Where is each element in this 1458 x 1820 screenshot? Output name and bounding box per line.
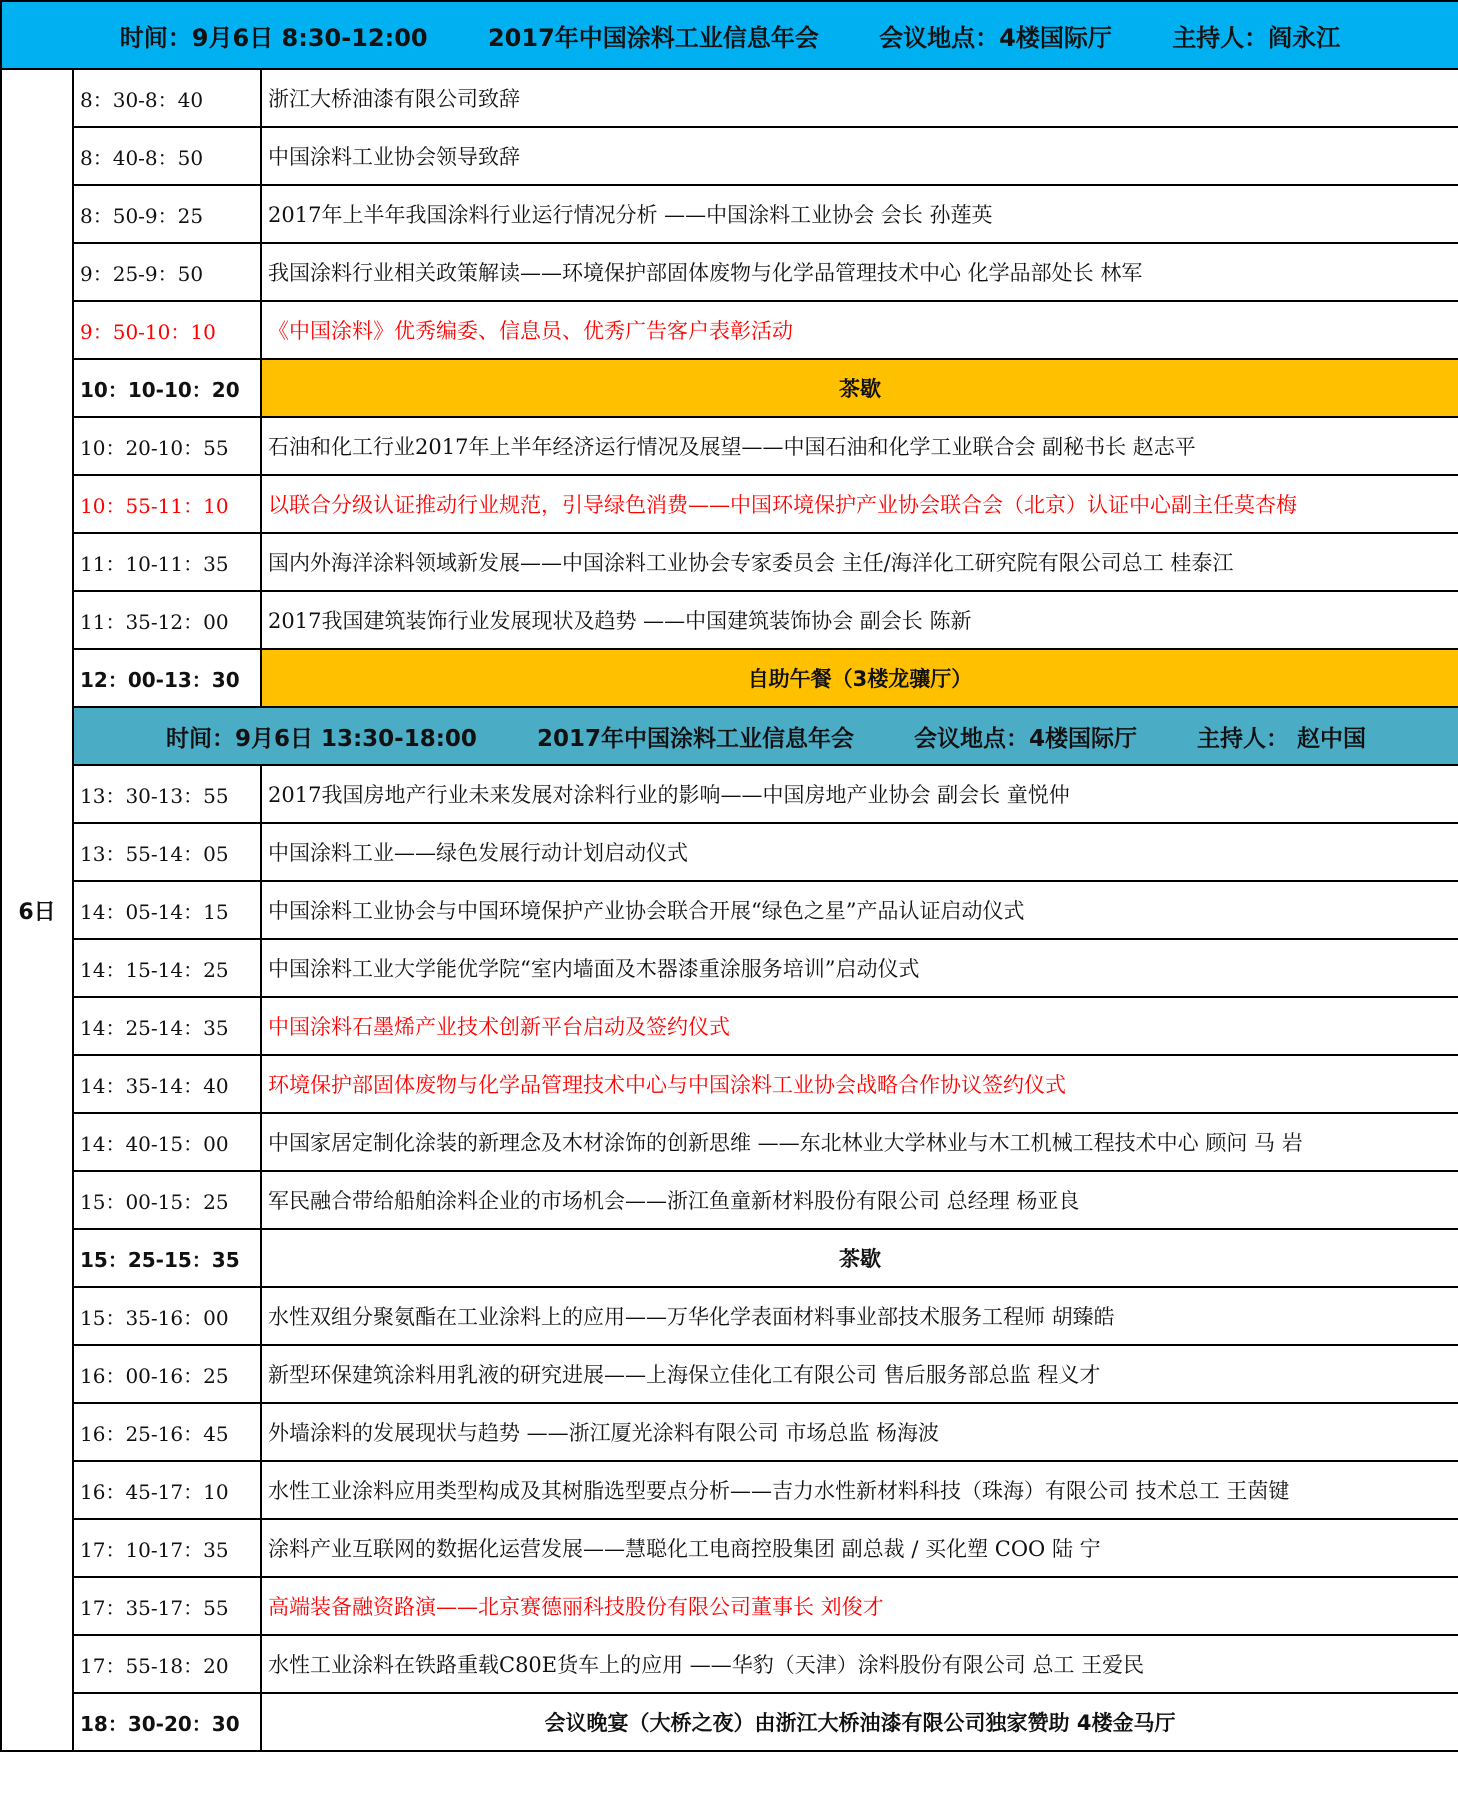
agenda-item: 石油和化工行业2017年上半年经济运行情况及展望——中国石油和化学工业联合会 副秘书长 赵志平 xyxy=(261,417,1458,475)
agenda-item: 2017我国建筑装饰行业发展现状及趋势 ——中国建筑装饰协会 副会长 陈新 xyxy=(261,591,1458,649)
lunch-label: 自助午餐（3楼龙骧厅） xyxy=(261,649,1458,707)
agenda-item: 2017年上半年我国涂料行业运行情况分析 ——中国涂料工业协会 会长 孙莲英 xyxy=(261,185,1458,243)
agenda-item: 中国涂料工业协会与中国环境保护产业协会联合开展“绿色之星”产品认证启动仪式 xyxy=(261,881,1458,939)
table-row xyxy=(1,1635,1458,1693)
agenda-item: 外墙涂料的发展现状与趋势 ——浙江厦光涂料有限公司 市场总监 杨海波 xyxy=(261,1403,1458,1461)
table-row xyxy=(1,417,1458,475)
header-am-time: 时间：9月6日 8:30-12:00 xyxy=(119,23,428,52)
table-row xyxy=(1,127,1458,185)
time-cell: 14：25-14：35 xyxy=(73,997,261,1055)
table-row xyxy=(1,591,1458,649)
agenda-item: 中国涂料工业——绿色发展行动计划启动仪式 xyxy=(261,823,1458,881)
table-row xyxy=(1,475,1458,533)
time-cell: 13：30-13：55 xyxy=(73,765,261,823)
table-row xyxy=(1,1519,1458,1577)
time-cell: 16：25-16：45 xyxy=(73,1403,261,1461)
time-cell: 15：00-15：25 xyxy=(73,1171,261,1229)
time-cell: 14：40-15：00 xyxy=(73,1113,261,1171)
agenda-item: 水性工业涂料应用类型构成及其树脂选型要点分析——吉力水性新材料科技（珠海）有限公司 技术总工 王茵键 xyxy=(261,1461,1458,1519)
time-cell: 17：35-17：55 xyxy=(73,1577,261,1635)
table-row xyxy=(1,533,1458,591)
agenda-item: 中国涂料工业协会领导致辞 xyxy=(261,127,1458,185)
table-row xyxy=(1,1055,1458,1113)
agenda-item: 中国涂料工业大学能优学院“室内墙面及木器漆重涂服务培训”启动仪式 xyxy=(261,939,1458,997)
agenda-item: 军民融合带给船舶涂料企业的市场机会——浙江鱼童新材料股份有限公司 总经理 杨亚良 xyxy=(261,1171,1458,1229)
time-cell: 14：05-14：15 xyxy=(73,881,261,939)
table-row xyxy=(1,1113,1458,1171)
time-cell: 16：00-16：25 xyxy=(73,1345,261,1403)
agenda-item: 以联合分级认证推动行业规范，引导绿色消费——中国环境保护产业协会联合会（北京）认证中心副主任莫杏梅 xyxy=(261,475,1458,533)
table-row xyxy=(1,997,1458,1055)
time-cell: 11：35-12：00 xyxy=(73,591,261,649)
agenda-item: 2017我国房地产行业未来发展对涂料行业的影响——中国房地产业协会 副会长 童悦仲 xyxy=(261,765,1458,823)
agenda-item: 中国家居定制化涂装的新理念及木材涂饰的创新思维 ——东北林业大学林业与木工机械工程技术中心 顾问 马 岩 xyxy=(261,1113,1458,1171)
time-cell: 8：30-8：40 xyxy=(73,69,261,127)
table-row xyxy=(1,823,1458,881)
session-header-am xyxy=(1,1,1458,69)
time-cell: 8：50-9：25 xyxy=(73,185,261,243)
dinner-label: 会议晚宴（大桥之夜）由浙江大桥油漆有限公司独家赞助 4楼金马厅 xyxy=(261,1693,1458,1751)
header-pm-time: 时间：9月6日 13:30-18:00 xyxy=(165,725,477,752)
header-pm-host: 主持人： 赵中国 xyxy=(1197,725,1367,752)
time-cell: 10：20-10：55 xyxy=(73,417,261,475)
time-cell: 14：35-14：40 xyxy=(73,1055,261,1113)
agenda-item: 水性工业涂料在铁路重载C80E货车上的应用 ——华豹（天津）涂料股份有限公司 总工 王爱民 xyxy=(261,1635,1458,1693)
header-row-pm xyxy=(1,707,1458,765)
header-am-title: 2017年中国涂料工业信息年会 xyxy=(487,23,819,52)
time-cell: 9：25-9：50 xyxy=(73,243,261,301)
agenda-item: 国内外海洋涂料领域新发展——中国涂料工业协会专家委员会 主任/海洋化工研究院有限公司总工 桂泰江 xyxy=(261,533,1458,591)
table-row xyxy=(1,1171,1458,1229)
agenda-item: 浙江大桥油漆有限公司致辞 xyxy=(261,69,1458,127)
time-cell: 8：40-8：50 xyxy=(73,127,261,185)
table-row xyxy=(1,185,1458,243)
table-row xyxy=(1,939,1458,997)
table-row xyxy=(1,1287,1458,1345)
header-pm-venue: 会议地点：4楼国际厅 xyxy=(913,725,1137,752)
table-row xyxy=(1,1345,1458,1403)
time-cell: 10：55-11：10 xyxy=(73,475,261,533)
header-pm-title: 2017年中国涂料工业信息年会 xyxy=(536,725,854,752)
header-row-am xyxy=(1,1,1458,69)
table-row xyxy=(1,1461,1458,1519)
header-am-venue: 会议地点：4楼国际厅 xyxy=(879,23,1112,52)
table-row xyxy=(1,69,1458,127)
agenda-item: 《中国涂料》优秀编委、信息员、优秀广告客户表彰活动 xyxy=(261,301,1458,359)
time-cell: 9：50-10：10 xyxy=(73,301,261,359)
time-cell: 14：15-14：25 xyxy=(73,939,261,997)
time-cell: 13：55-14：05 xyxy=(73,823,261,881)
time-cell: 10：10-10：20 xyxy=(73,359,261,417)
tea-break-row xyxy=(1,359,1458,417)
time-cell: 18：30-20：30 xyxy=(73,1693,261,1751)
agenda-item: 高端装备融资路演——北京赛德丽科技股份有限公司董事长 刘俊才 xyxy=(261,1577,1458,1635)
dinner-row xyxy=(1,1693,1458,1751)
table-row xyxy=(1,765,1458,823)
tea-break-label: 茶歇 xyxy=(261,1229,1458,1287)
tea-break-label: 茶歇 xyxy=(261,359,1458,417)
table-row xyxy=(1,301,1458,359)
time-cell: 11：10-11：35 xyxy=(73,533,261,591)
agenda-item: 我国涂料行业相关政策解读——环境保护部固体废物与化学品管理技术中心 化学品部处长 林军 xyxy=(261,243,1458,301)
time-cell: 12：00-13：30 xyxy=(73,649,261,707)
agenda-item: 环境保护部固体废物与化学品管理技术中心与中国涂料工业协会战略合作协议签约仪式 xyxy=(261,1055,1458,1113)
agenda-item: 中国涂料石墨烯产业技术创新平台启动及签约仪式 xyxy=(261,997,1458,1055)
time-cell: 17：55-18：20 xyxy=(73,1635,261,1693)
time-cell: 17：10-17：35 xyxy=(73,1519,261,1577)
table-row xyxy=(1,1403,1458,1461)
day-label: 6日 xyxy=(1,69,73,1751)
time-cell: 15：25-15：35 xyxy=(73,1229,261,1287)
table-row xyxy=(1,243,1458,301)
table-row xyxy=(1,881,1458,939)
tea-break-row xyxy=(1,1229,1458,1287)
agenda-item: 涂料产业互联网的数据化运营发展——慧聪化工电商控股集团 副总裁 / 买化塑 COO 陆 宁 xyxy=(261,1519,1458,1577)
agenda-item: 新型环保建筑涂料用乳液的研究进展——上海保立佳化工有限公司 售后服务部总监 程义才 xyxy=(261,1345,1458,1403)
session-header-pm xyxy=(73,707,1458,765)
lunch-row xyxy=(1,649,1458,707)
header-am-host: 主持人：阎永江 xyxy=(1172,23,1341,52)
table-row xyxy=(1,1577,1458,1635)
agenda-item: 水性双组分聚氨酯在工业涂料上的应用——万华化学表面材料事业部技术服务工程师 胡臻皓 xyxy=(261,1287,1458,1345)
time-cell: 15：35-16：00 xyxy=(73,1287,261,1345)
time-cell: 16：45-17：10 xyxy=(73,1461,261,1519)
